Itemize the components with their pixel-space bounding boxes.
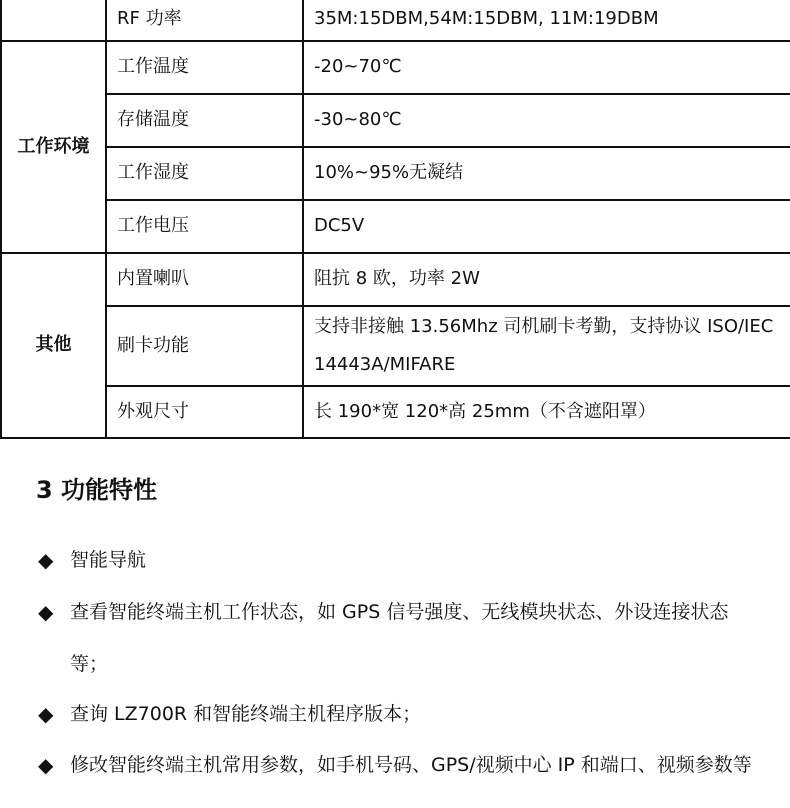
value-cell: -20~70℃: [303, 41, 790, 94]
param-cell: 工作电压: [106, 200, 303, 253]
table-row: [1, 253, 790, 306]
table-row: [1, 41, 790, 94]
group-cell-environment: 工作环境: [1, 41, 106, 253]
feature-text: 智能导航: [70, 549, 147, 571]
table-row: [1, 306, 790, 386]
diamond-bullet-icon: ◆: [38, 600, 54, 624]
diamond-bullet-icon: ◆: [38, 702, 54, 726]
value-cell: 10%~95%无凝结: [303, 147, 790, 200]
value-cell: -30~80℃: [303, 94, 790, 147]
table-row: [1, 94, 790, 147]
param-cell: 工作湿度: [106, 147, 303, 200]
group-cell: [1, 0, 106, 41]
section-title: 3 功能特性: [36, 476, 158, 504]
table-row: [1, 386, 790, 438]
param-cell: 外观尺寸: [106, 386, 303, 438]
param-cell: RF 功率: [106, 0, 303, 41]
table-row: [1, 147, 790, 200]
table-row: [1, 200, 790, 253]
feature-text: 修改智能终端主机常用参数，如手机号码、GPS/视频中心 IP 和端口、视频参数等: [70, 754, 752, 776]
param-cell: 工作温度: [106, 41, 303, 94]
value-cell: 阻抗 8 欧，功率 2W: [303, 253, 790, 306]
value-cell: DC5V: [303, 200, 790, 253]
table-row: [1, 0, 790, 41]
diamond-bullet-icon: ◆: [38, 548, 54, 572]
feature-text: 查看智能终端主机工作状态，如 GPS 信号强度、无线模块状态、外设连接状态等；: [70, 601, 729, 675]
feature-text: 查询 LZ700R 和智能终端主机程序版本；: [70, 703, 422, 725]
param-cell: 内置喇叭: [106, 253, 303, 306]
param-cell: 存储温度: [106, 94, 303, 147]
diamond-bullet-icon: ◆: [38, 753, 54, 777]
value-cell: 长 190*宽 120*高 25mm（不含遮阳罩）: [303, 386, 790, 438]
value-cell: 35M:15DBM,54M:15DBM, 11M:19DBM: [303, 0, 790, 41]
value-cell: 支持非接触 13.56Mhz 司机刷卡考勤，支持协议 ISO/IEC 14443A/MIFARE: [303, 306, 790, 386]
param-cell: 刷卡功能: [106, 306, 303, 386]
group-cell-other: 其他: [1, 253, 106, 438]
